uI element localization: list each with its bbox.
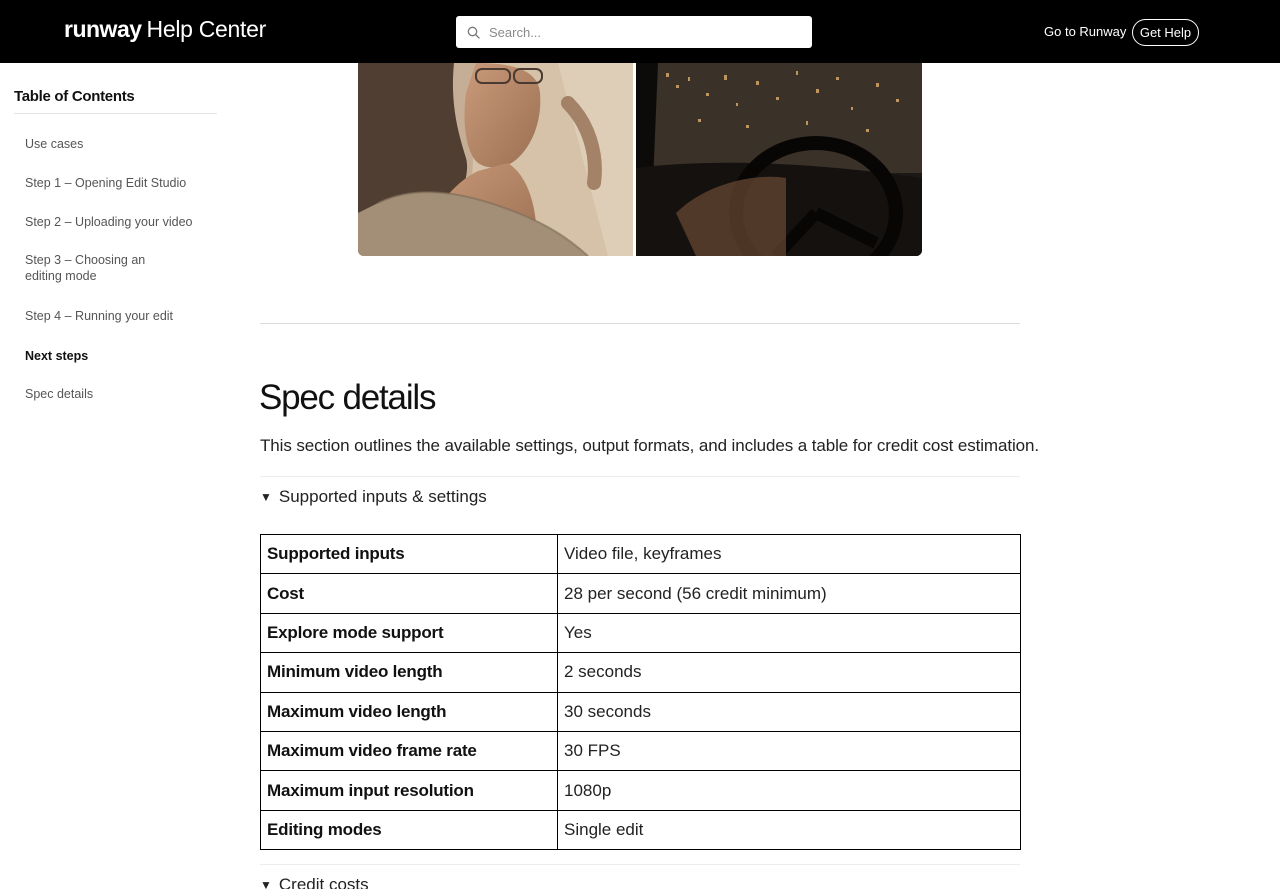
section-divider [260,323,1020,324]
disclosure-triangle-icon: ▼ [260,490,272,504]
toc-item-use-cases[interactable]: Use cases [25,137,84,151]
credit-costs-toggle-label: Credit costs [278,875,369,889]
credit-costs-toggle[interactable] [260,875,369,889]
spec-key: Maximum video frame rate [261,731,558,770]
spec-value: 30 FPS [558,731,1021,770]
help-center-logo[interactable] [64,16,266,46]
get-help-button[interactable]: Get Help [1132,19,1199,46]
spec-key: Supported inputs [261,535,558,574]
spec-key: Cost [261,574,558,613]
top-navigation-bar [0,0,1280,63]
toc-item-step-4[interactable]: Step 4 – Running your edit [25,309,174,323]
supported-inputs-toggle-label: Supported inputs & settings [278,487,487,506]
toc-item-step-1[interactable]: Step 1 – Opening Edit Studio [25,176,187,190]
toc-item-spec-details[interactable]: Spec details [25,387,94,401]
details-bottom-divider [260,864,1020,865]
spec-value: Single edit [558,810,1021,849]
spec-key: Maximum video length [261,692,558,731]
spec-value: Yes [558,613,1021,652]
spec-value: Video file, keyframes [558,535,1021,574]
table-row [261,771,1021,810]
go-to-runway-link[interactable]: Go to Runway [1044,24,1127,39]
table-row [261,535,1021,574]
logo-suffix-text: Help Center [146,16,266,42]
details-top-divider [260,476,1020,477]
table-row [261,810,1021,849]
table-row [261,692,1021,731]
search-box[interactable] [456,16,812,48]
hero-image-right-frame [636,63,922,256]
spec-key: Explore mode support [261,613,558,652]
supported-inputs-toggle[interactable] [260,487,487,507]
toc-item-step-3[interactable]: Step 3 – Choosing an editing mode [25,253,146,283]
spec-key: Editing modes [261,810,558,849]
logo-brand-text: runway [64,16,142,42]
disclosure-triangle-icon: ▼ [260,878,272,889]
spec-key: Minimum video length [261,653,558,692]
toc-item-step-2[interactable]: Step 2 – Uploading your video [25,215,193,229]
spec-value: 28 per second (56 credit minimum) [558,574,1021,613]
table-row [261,574,1021,613]
toc-title: Table of Contents [14,63,217,114]
spec-value: 30 seconds [558,692,1021,731]
spec-value: 2 seconds [558,653,1021,692]
hero-image-left-frame [358,63,633,256]
hero-image [358,63,922,256]
toc-item-next-steps[interactable]: Next steps [25,349,89,363]
spec-table [260,534,1021,850]
table-row [261,653,1021,692]
spec-value: 1080p [558,771,1021,810]
search-icon [457,16,489,48]
table-row [261,613,1021,652]
spec-key: Maximum input resolution [261,771,558,810]
section-description: This section outlines the available settings, output formats, and includes a table for credit cost estimation. [260,436,1039,455]
section-title: Spec details [259,378,436,417]
search-input[interactable] [489,17,812,47]
table-row [261,731,1021,770]
table-of-contents [14,63,217,401]
